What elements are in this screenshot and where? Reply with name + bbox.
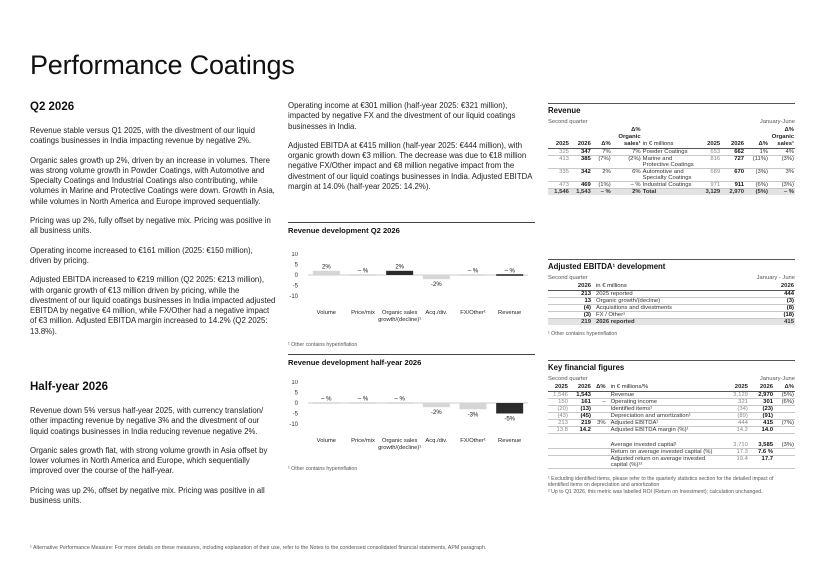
table-row [548, 455, 795, 468]
table-cell: 911 [721, 182, 745, 189]
chart-hy [288, 354, 535, 484]
table-row [548, 427, 795, 434]
table-cell: 473 [548, 182, 570, 189]
column-header: Δ% Organic sales¹ [612, 127, 642, 149]
bottom-note: ¹ Alternative Performance Measure: For more details on these measures, including explanation of their use, refer to the Notes to the condensed consolidated financial statements, APM paragraph. [30, 545, 487, 551]
table-cell: (3%) [745, 169, 769, 182]
table-cell [548, 455, 569, 468]
table-cell: – % [592, 189, 612, 196]
category-label: Price/mix [351, 438, 375, 444]
table-cell: 17.3 [722, 448, 749, 455]
table-cell: (13) [569, 406, 592, 413]
table-row [548, 392, 795, 399]
table-cell [548, 448, 569, 455]
y-tick-label: -5 [292, 283, 298, 290]
category-label: Volume [316, 310, 337, 316]
table-cell: 3,585 [749, 442, 774, 449]
table-cell: 150 [548, 399, 569, 406]
data-label: 2% [321, 264, 331, 271]
ebitda-table-section [548, 259, 795, 337]
table-cell: (91) [749, 413, 774, 420]
revenue-left-sub: Second quarter [548, 119, 588, 125]
table-cell: (7%) [774, 420, 795, 427]
table-cell: 3,710 [722, 442, 749, 449]
table-row [548, 448, 795, 455]
table-row [548, 291, 795, 298]
column-header: 2025 [548, 384, 569, 392]
table-cell: 444 [765, 291, 795, 298]
table-cell: 415 [749, 420, 774, 427]
table-cell: (8) [765, 305, 795, 312]
table-cell: (11%) [745, 156, 769, 169]
table-row [548, 406, 795, 413]
bar [496, 403, 523, 414]
table-cell: Powder Coatings [642, 149, 698, 156]
table-cell: 1,546 [548, 392, 569, 399]
category-label: FX/Other¹ [460, 438, 486, 444]
table-cell: 7% [612, 149, 642, 156]
table-cell: Average invested capital¹ [607, 442, 722, 449]
category-label: Price/mix [351, 310, 375, 316]
table-cell: Revenue [607, 392, 722, 399]
y-tick-label: -10 [289, 294, 298, 300]
chart-hy-footnote: ¹ Other contains hyperinflation [288, 466, 358, 472]
table-cell: (3%) [774, 442, 795, 449]
ebitda-footnote: ¹ Other contains hyperinflation [548, 331, 618, 337]
column-header: 2026 [765, 283, 795, 291]
category-label: Organic sales [381, 310, 418, 316]
table-cell: Operating income [607, 399, 722, 406]
total-row [548, 319, 795, 326]
table-cell: 347 [570, 149, 592, 156]
table-cell: 321 [722, 399, 749, 406]
column-header: Δ% [774, 384, 795, 392]
column-header: in € millions [642, 127, 698, 149]
table-spacer [548, 434, 795, 442]
kff-header-row [548, 384, 795, 392]
table-cell: Identified items¹ [607, 406, 722, 413]
col2-paragraph: Operating income at €301 million (half-year 2025: €321 million), impacted by negative FX and the divestment of our liquid coatings businesses in India. [288, 101, 516, 131]
table-cell: (45) [569, 413, 592, 420]
bar [313, 271, 340, 275]
q2-paragraph: Organic sales growth up 2%, driven by an increase in volumes. There was strong volume growth in Powder Coatings, with Automotive and Specialty Coatings and Industrial Coatings also contributing, while volumes in Marine and Protective Coatings were down. Growth in Asia, while volumes in North America and Europe improved sequentially. [30, 155, 275, 206]
column-header: 2026 [721, 127, 745, 149]
bar [423, 275, 450, 279]
table-cell: Automotive and Specialty Coatings [642, 169, 698, 182]
table-cell: 6% [612, 169, 642, 182]
table-cell [569, 448, 592, 455]
revenue-table-title: Revenue [548, 106, 581, 115]
y-tick-label: -5 [292, 411, 298, 418]
column-header: 2025 [697, 127, 721, 149]
table-cell: Marine and Protective Coatings [642, 156, 698, 169]
table-cell: Adjusted return on average invested capital (%)¹² [607, 455, 722, 468]
column-header: 2026 [570, 127, 592, 149]
chart-q2-title: Revenue development Q2 2026 [288, 226, 400, 235]
table-cell: 301 [749, 399, 774, 406]
table-cell: 325 [548, 149, 570, 156]
table-row [548, 182, 795, 189]
category-label: Organic sales [381, 438, 418, 444]
table-row [548, 169, 795, 182]
table-cell: – % [612, 182, 642, 189]
table-row [548, 149, 795, 156]
data-label: – % [394, 396, 405, 403]
column-header: 2026 [548, 283, 592, 291]
column-header: Δ% [592, 127, 612, 149]
table-cell: 213 [548, 291, 592, 298]
table-cell [592, 427, 607, 434]
category-label: Revenue [498, 310, 522, 316]
table-cell: Total [642, 189, 698, 196]
table-cell: 444 [722, 420, 749, 427]
table-row [548, 305, 795, 312]
y-tick-label: 0 [294, 273, 298, 279]
table-cell: 670 [721, 169, 745, 182]
table-cell: 2,970 [721, 189, 745, 196]
revenue-table-section [548, 103, 795, 195]
table-cell: Depreciation and amortization¹ [607, 413, 722, 420]
chart-hy-svg [288, 380, 535, 470]
table-cell: Organic growth/(decline) [592, 298, 765, 305]
table-cell: (3%) [769, 156, 795, 169]
y-tick-label: 10 [291, 252, 298, 258]
table-cell: 689 [697, 169, 721, 182]
hy-section [30, 381, 276, 515]
kff-right-sub: January-June [759, 376, 795, 382]
q2-paragraph: Revenue stable versus Q1 2025, with the divestment of our liquid coatings businesses in India impacting revenue by negative 2%. [30, 126, 255, 146]
bar [423, 403, 450, 407]
table-cell: 1,543 [570, 189, 592, 196]
table-cell: 2025 reported [592, 291, 765, 298]
page-title: Performance Coatings [30, 50, 295, 80]
ebitda-left-sub: Second quarter [548, 275, 588, 281]
table-cell [569, 455, 592, 468]
table-cell: (3%) [769, 182, 795, 189]
table-cell: 13 [548, 298, 592, 305]
category-label: Revenue [498, 438, 522, 444]
category-label: growth/(decline)¹ [378, 445, 422, 451]
table-cell: 413 [548, 156, 570, 169]
q2-paragraph: Adjusted EBITDA increased to €219 million (Q2 2025: €213 million), with organic growth of €13 million driven by pricing, while the divestment of our liquid coatings businesses in India impacted adjusted EBITDA by negative €4 million, while FX/Other had a negative impact of €3 million. Adjusted EBITDA margin increased to 14.2% (Q2 2025: 13.8%). [30, 275, 276, 336]
table-cell: – % [769, 189, 795, 196]
table-cell [774, 455, 795, 468]
ebitda-table [548, 283, 795, 325]
column-header: Δ% [745, 127, 769, 149]
data-label: -2% [430, 282, 442, 289]
table-row [548, 298, 795, 305]
column-header: in € millions [592, 283, 765, 291]
col2-paragraph: Adjusted EBITDA at €415 million (half-year 2025: €444 million), with organic growth down €3 million. The decrease was due to €18 million negative FX/Other impact and €8 million negative impact from the divestment of our liquid coatings businesses in India. Adjusted EBITDA margin at 14.0% (half-year 2025: 14.2%). [288, 140, 533, 192]
revenue-header-row [548, 127, 795, 149]
table-cell: (7%) [592, 156, 612, 169]
table-cell: 4% [769, 149, 795, 156]
table-cell: (6%) [745, 182, 769, 189]
chart-q2-svg [288, 252, 535, 342]
hy-paragraph: Pricing was up 2%, offset by negative mix. Pricing was positive in all business units. [30, 485, 265, 506]
table-cell: 161 [569, 399, 592, 406]
table-cell: 2% [592, 169, 612, 182]
revenue-right-sub: January-June [759, 119, 795, 125]
table-cell: (18) [765, 312, 795, 319]
ebitda-right-sub: January - June [756, 275, 795, 281]
table-cell: (20) [548, 406, 569, 413]
ebitda-header-row [548, 283, 795, 291]
table-cell: 14.2 [569, 427, 592, 434]
data-label: – % [357, 396, 369, 403]
hy-paragraph: Organic sales growth flat, with strong volume growth in Asia offset by lower volumes in North America and Europe, which sequentially improved over the course of the half-year. [30, 445, 268, 476]
hy-paragraph: Revenue down 5% versus half-year 2025, with currency translation/ other impacting revenue by negative 3% and the divestment of our liquid coatings businesses in India reducing revenue negative 2%. [30, 406, 264, 436]
table-cell [774, 413, 795, 420]
category-label: Acq./div. [425, 310, 448, 316]
table-cell: 469 [570, 182, 592, 189]
data-label: 2% [395, 264, 405, 271]
y-tick-label: -10 [289, 422, 298, 428]
table-cell: 213 [548, 420, 569, 427]
q2-heading: Q2 2026 [30, 101, 75, 113]
column-header: 2025 [548, 127, 570, 149]
ebitda-table-title: Adjusted EBITDA¹ development [548, 262, 666, 271]
table-cell: (3) [765, 298, 795, 305]
table-cell: (34) [722, 406, 749, 413]
table-cell: Adjusted EBITDA¹ [607, 420, 722, 427]
bar [460, 403, 487, 409]
table-cell: 3,129 [697, 189, 721, 196]
table-cell: 1,546 [548, 189, 570, 196]
table-row [548, 413, 795, 420]
table-cell: (43) [548, 413, 569, 420]
kff-table [548, 384, 795, 469]
table-cell: 1,543 [569, 392, 592, 399]
table-cell: 342 [570, 169, 592, 182]
column-header: Δ% Organic sales¹ [769, 127, 795, 149]
table-cell: 219 [569, 420, 592, 427]
table-cell [592, 392, 607, 399]
table-cell: 385 [570, 156, 592, 169]
hy-heading: Half-year 2026 [30, 381, 108, 393]
y-tick-label: 10 [291, 380, 298, 386]
table-cell [774, 448, 795, 455]
table-cell [774, 406, 795, 413]
table-row [548, 156, 795, 169]
category-label: growth/(decline)¹ [378, 317, 422, 323]
table-cell: (5%) [745, 189, 769, 196]
data-label: – % [504, 268, 515, 275]
table-cell: 971 [697, 182, 721, 189]
table-cell: 2% [612, 189, 642, 196]
chart-hy-title: Revenue development half-year 2026 [288, 358, 422, 367]
kff-table-title: Key financial figures [548, 363, 625, 372]
table-cell: 13.8 [548, 427, 569, 434]
table-cell: 2,970 [749, 392, 774, 399]
table-cell: 3,129 [722, 392, 749, 399]
table-cell: 1% [745, 149, 769, 156]
table-cell: 219 [548, 319, 592, 326]
table-cell: 662 [721, 149, 745, 156]
table-cell: Adjusted EBITDA margin (%)¹ [607, 427, 722, 434]
table-cell: 19.4 [722, 455, 749, 468]
table-cell: 816 [697, 156, 721, 169]
table-cell: 415 [765, 319, 795, 326]
table-cell [592, 413, 607, 420]
column-header: Δ% [592, 384, 607, 392]
revenue-table [548, 127, 795, 195]
table-cell: 7.6 % [749, 448, 774, 455]
kff-footnote: ¹ Excluding identified items, please refer to the quarterly statistics section for the detailed impact of identified items on depreciation and amortization [548, 475, 774, 489]
table-cell: Return on average invested capital (%) [607, 448, 722, 455]
table-cell: 3% [769, 169, 795, 182]
table-cell: (23) [749, 406, 774, 413]
data-label: -3% [467, 412, 479, 419]
table-cell: – [592, 399, 607, 406]
q2-paragraph: Operating income increased to €161 million (2025: €150 million), driven by pricing. [30, 245, 253, 265]
category-label: FX/Other¹ [460, 310, 486, 316]
total-row [548, 189, 795, 196]
table-cell: (89) [722, 413, 749, 420]
q2-section [30, 101, 276, 346]
chart-q2-footnote: ¹ Other contains hyperinflation [288, 342, 358, 348]
table-cell: 653 [697, 149, 721, 156]
kff-footnote: ² Up to Q1 2026, this metric was labelled ROI (Return on Investment); calculation unchanged. [548, 488, 763, 495]
table-row [548, 312, 795, 319]
column-header: 2026 [749, 384, 774, 392]
bar [386, 271, 413, 275]
table-cell: 7% [592, 149, 612, 156]
column-header: 2026 [569, 384, 592, 392]
table-cell: (4) [548, 305, 592, 312]
column-header: 2025 [722, 384, 749, 392]
table-cell: Industrial Coatings [642, 182, 698, 189]
table-cell: 14.2 [722, 427, 749, 434]
table-cell: Acquisitions and divestments [592, 305, 765, 312]
table-cell: 727 [721, 156, 745, 169]
chart-q2 [288, 222, 535, 352]
table-cell [592, 406, 607, 413]
table-cell: (3) [548, 312, 592, 319]
table-cell: 17.7 [749, 455, 774, 468]
table-cell [592, 455, 607, 468]
col2-text [288, 101, 535, 201]
table-row [548, 399, 795, 406]
table-cell: (5%) [774, 392, 795, 399]
data-label: – % [357, 268, 369, 275]
table-cell: 335 [548, 169, 570, 182]
category-label: Acq./div. [425, 438, 448, 444]
data-label: – % [321, 396, 332, 403]
data-label: -2% [430, 410, 442, 417]
table-cell: FX / Other¹ [592, 312, 765, 319]
table-cell: (6%) [774, 399, 795, 406]
table-cell: 3% [592, 420, 607, 427]
column-header: in € millions/% [607, 384, 722, 392]
kff-table-section [548, 360, 795, 495]
table-cell: (1%) [592, 182, 612, 189]
category-label: Volume [316, 438, 337, 444]
table-cell [548, 434, 795, 442]
table-cell: (2%) [612, 156, 642, 169]
table-cell: 14.0 [749, 427, 774, 434]
y-tick-label: 5 [294, 262, 298, 269]
table-row [548, 420, 795, 427]
table-cell: 2026 reported [592, 319, 765, 326]
data-label: – % [467, 268, 479, 275]
y-tick-label: 5 [294, 390, 298, 397]
data-label: -5% [504, 416, 516, 423]
table-cell [592, 448, 607, 455]
table-cell [774, 427, 795, 434]
q2-paragraph: Pricing was up 2%, fully offset by negative mix. Pricing was positive in all business units. [30, 216, 271, 236]
kff-left-sub: Second quarter [548, 376, 588, 382]
y-tick-label: 0 [294, 401, 298, 407]
